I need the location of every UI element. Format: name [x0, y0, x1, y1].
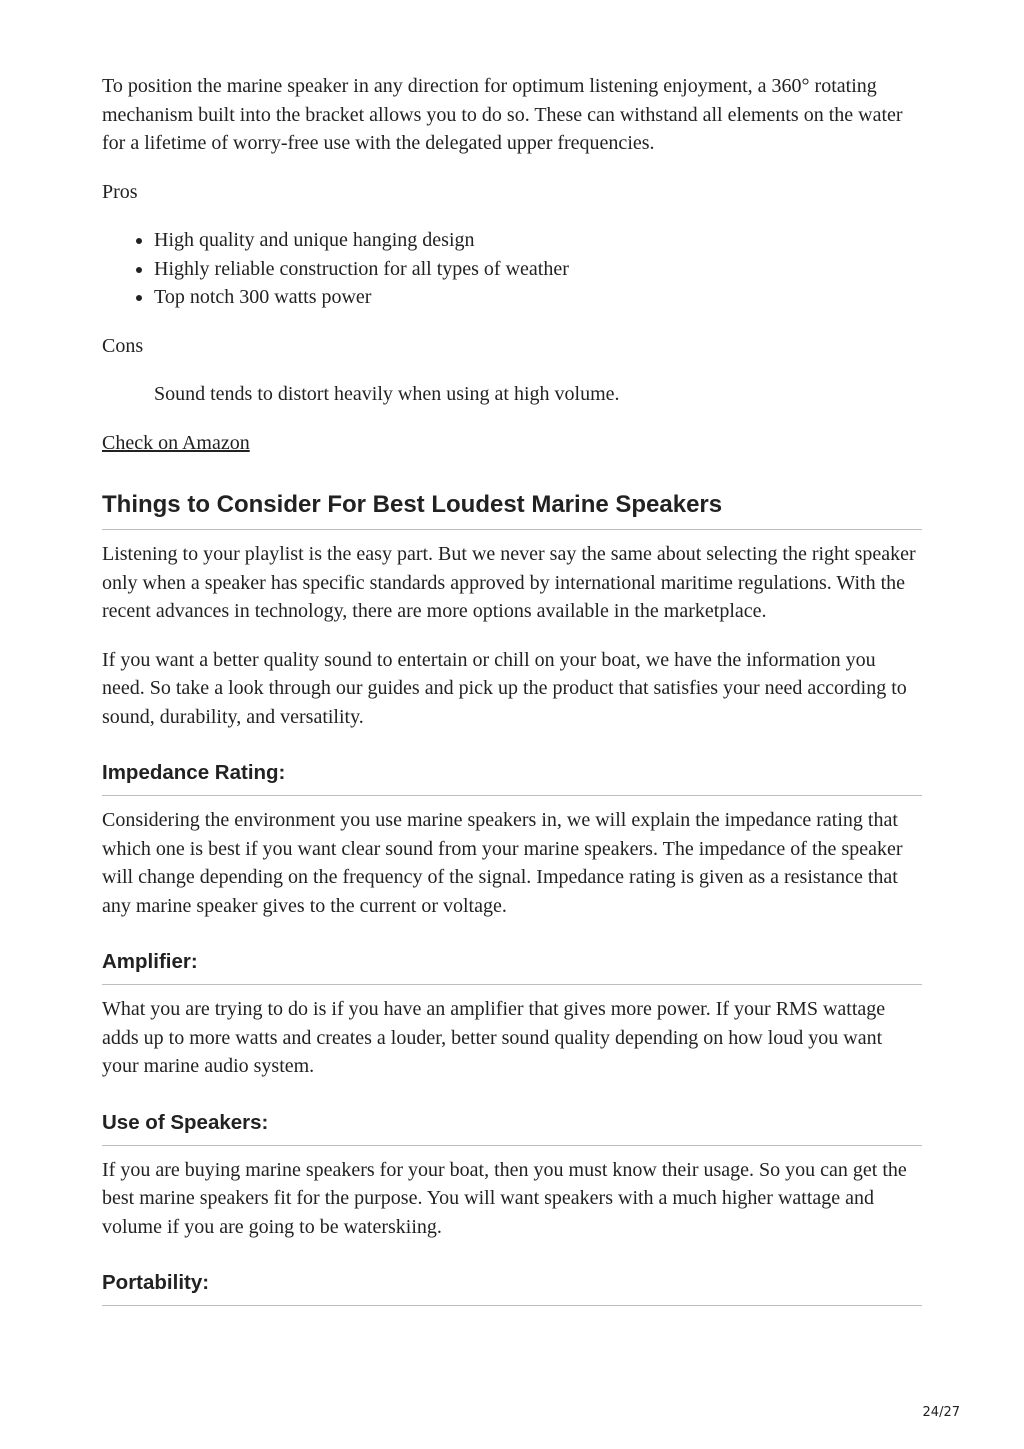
section-paragraph-1: Listening to your playlist is the easy part. But we never say the same about selecting the right speaker only when a speaker has specific standards approved by international maritime regulations. With the recent advances in technology, there are more options available in the marketplace. [102, 543, 916, 622]
use-of-speakers-heading: Use of Speakers: [102, 1107, 922, 1146]
impedance-paragraph: Considering the environment you use marine speakers in, we will explain the impedance rating that which one is best if you want clear sound from your marine speakers. The impedance of the speaker will change depending on the frequency of the signal. Impedance rating is given as a resistance that any marine speaker gives to the current or voltage. [102, 809, 903, 917]
amplifier-heading: Amplifier: [102, 946, 922, 985]
amplifier-paragraph: What you are trying to do is if you have an amplifier that gives more power. If your RMS wattage adds up to more watts and creates a louder, better sound quality depending on how loud you want your marine audio system. [102, 998, 886, 1077]
section-heading: Things to Consider For Best Loudest Marine Speakers [102, 487, 922, 530]
cons-label: Cons [102, 334, 144, 357]
pros-label: Pros [102, 180, 138, 203]
list-item: • Top notch 300 watts power [154, 283, 922, 312]
intro-paragraph: To position the marine speaker in any direction for optimum listening enjoyment, a 360° rotating mechanism built into the bracket allows you to do so. These can withstand all elements on the water for a lifetime of worry-free use with the delegated upper frequencies. [102, 75, 903, 154]
list-item: • High quality and unique hanging design [154, 226, 922, 255]
impedance-heading: Impedance Rating: [102, 757, 922, 796]
check-on-amazon-link[interactable]: Check on Amazon [102, 431, 250, 454]
section-paragraph-2: If you want a better quality sound to entertain or chill on your boat, we have the information you need. So take a look through our guides and pick up the product that satisfies your need according to sound, durability, and versatility. [102, 648, 907, 728]
list-item: • Highly reliable construction for all types of weather [154, 255, 922, 284]
use-of-speakers-paragraph: If you are buying marine speakers for your boat, then you must know their usage. So you can get the best marine speakers fit for the purpose. You will want speakers with a much higher wattage and volume if you are going to be waterskiing. [102, 1158, 907, 1238]
pros-list [102, 226, 922, 312]
cons-text: Sound tends to distort heavily when using at high volume. [154, 383, 620, 405]
portability-heading: Portability: [102, 1267, 922, 1306]
article-content [102, 72, 922, 1316]
page-number: 24/27 [922, 1405, 960, 1420]
